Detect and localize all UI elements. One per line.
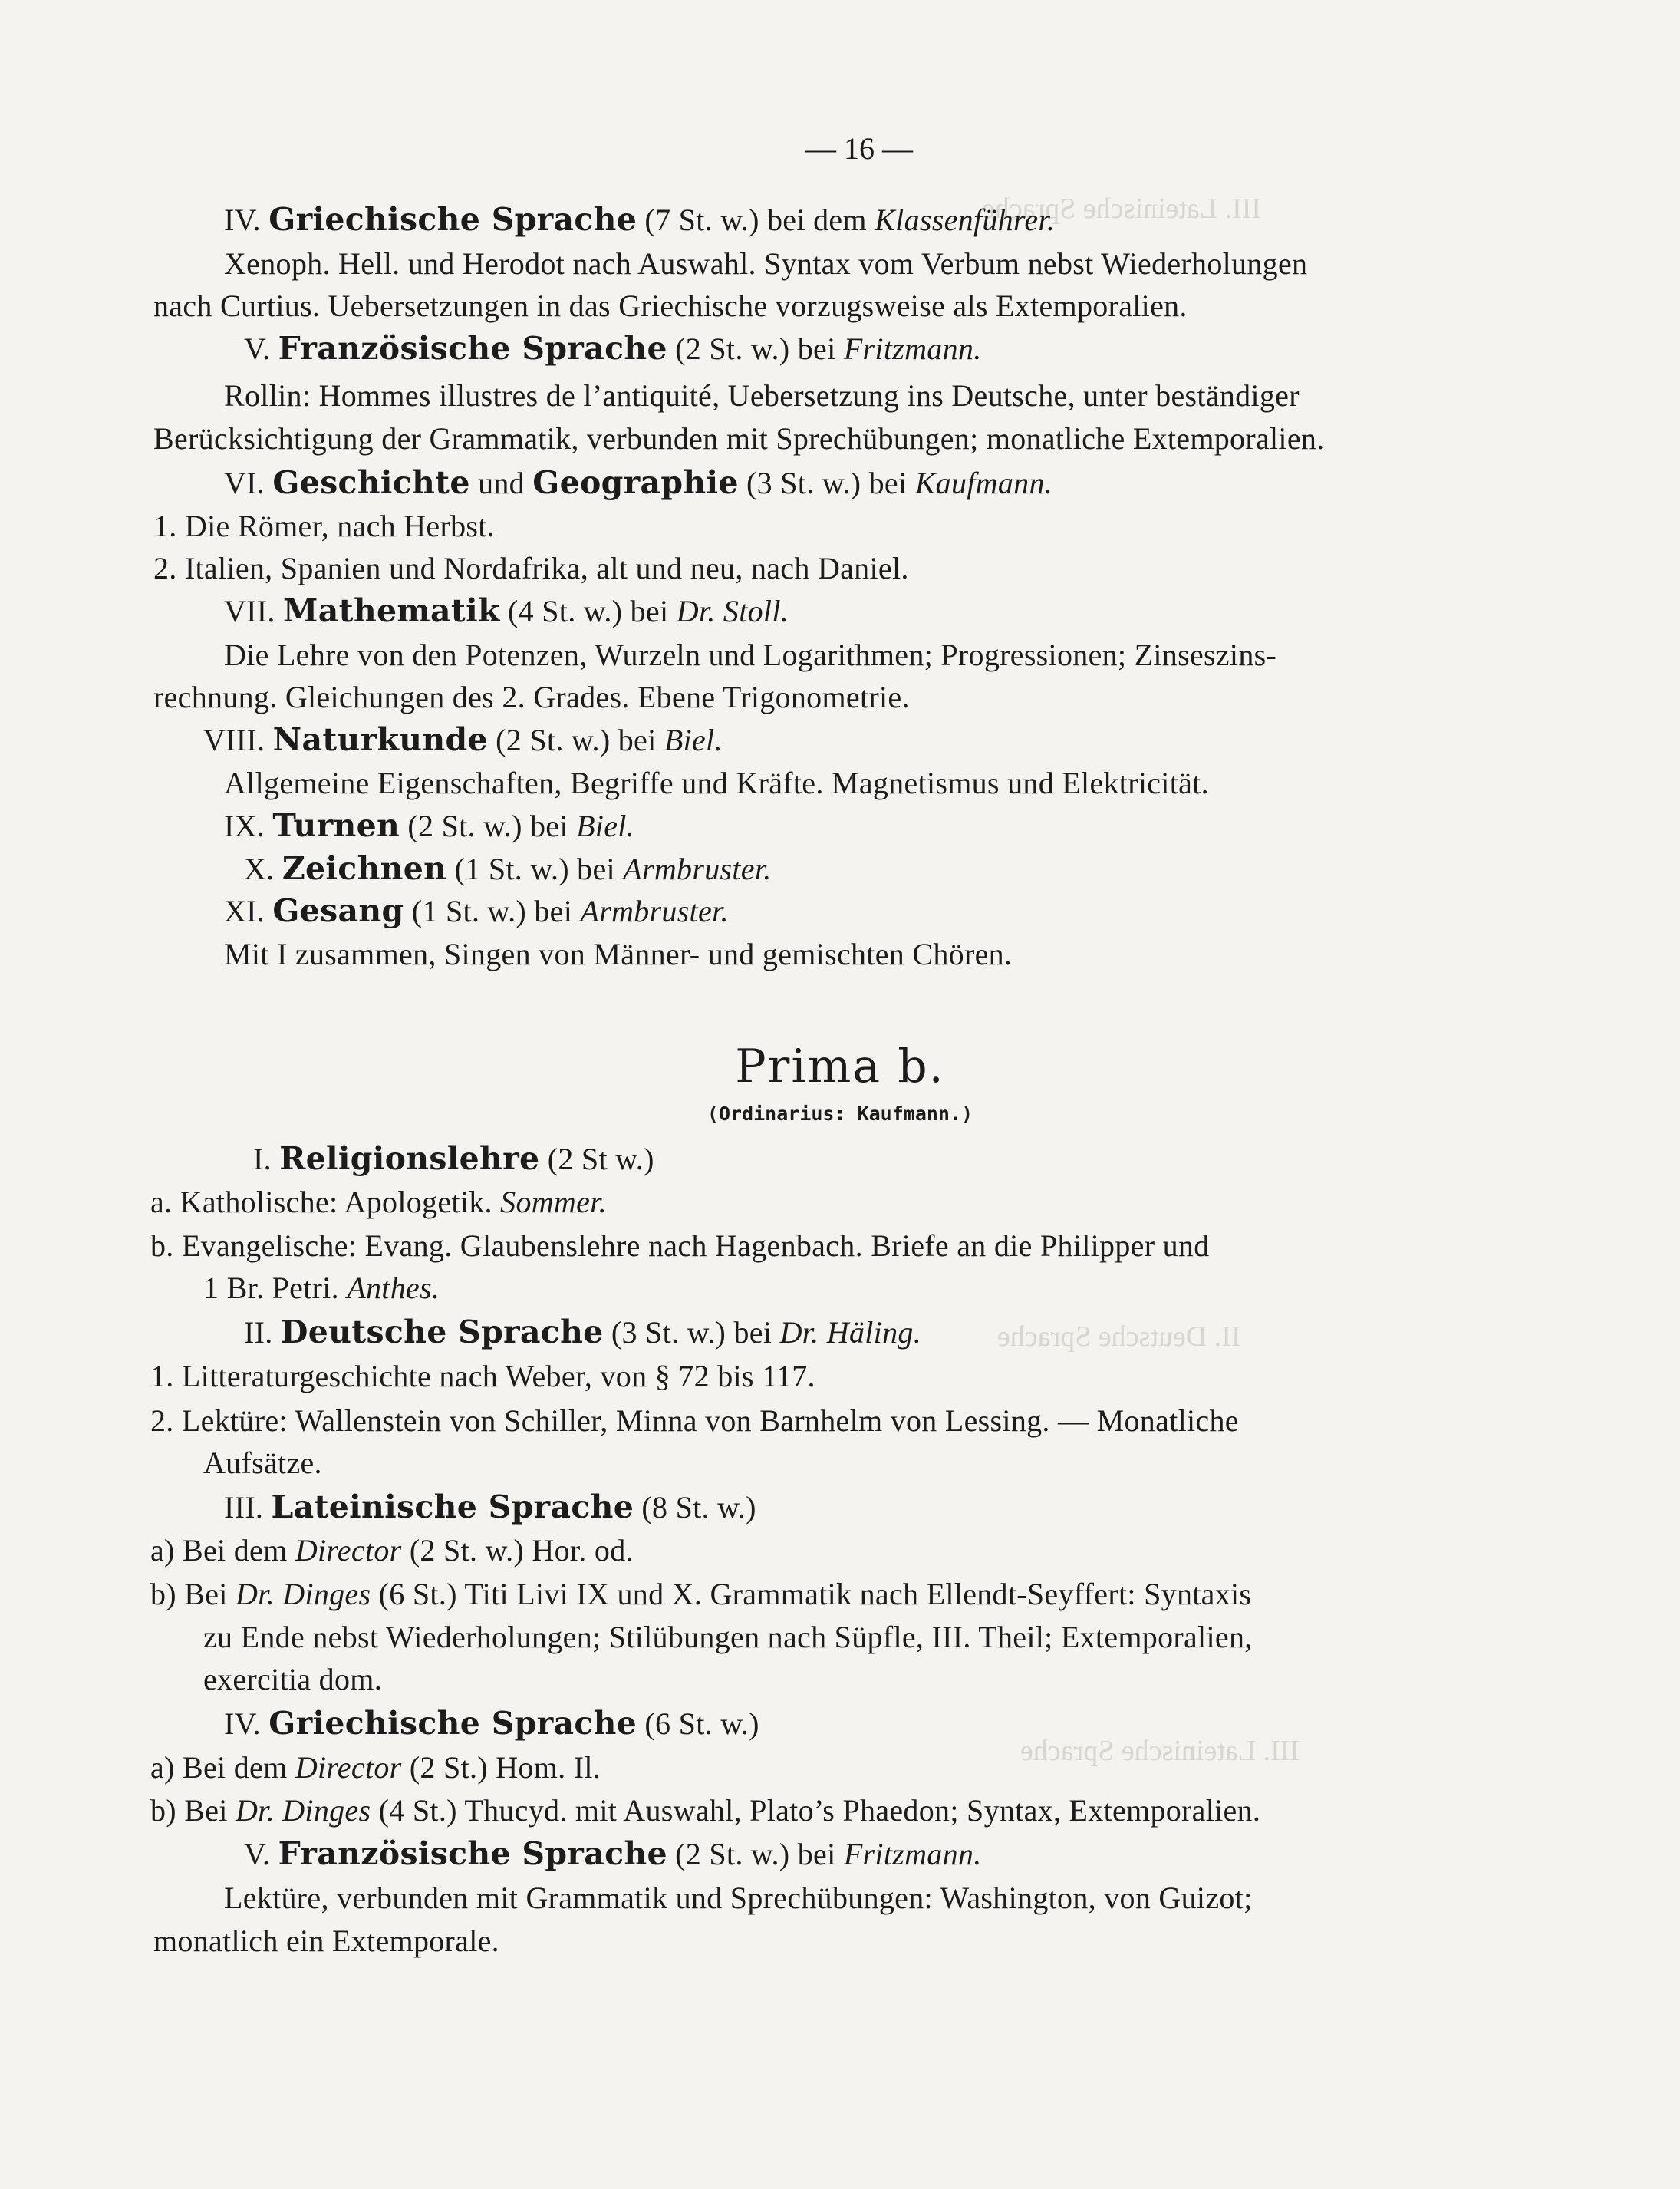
list-item: a) Bei dem Director (2 St.) Hom. Il. (150, 1750, 601, 1785)
section-heading-griechisch-prima: IV. Griechische Sprache (6 St. w.) (224, 1705, 759, 1742)
paragraph-line: Berücksichtigung der Grammatik, verbunden mit Sprechübungen; monatliche Extemporalien. (153, 421, 1325, 456)
list-item: b) Bei Dr. Dinges (4 St.) Thucyd. mit Auswahl, Plato’s Phaedon; Syntax, Extemporalien. (150, 1793, 1261, 1828)
paragraph-line: Xenoph. Hell. und Herodot nach Auswahl. Syntax vom Verbum nebst Wiederholungen (224, 246, 1308, 281)
bleed-through-1: III. Lateinische Sprache (982, 193, 1261, 225)
section-heading-franzoesisch: V. Französische Sprache (2 St. w.) bei Fritzmann. (244, 330, 982, 367)
list-item: a) Bei dem Director (2 St. w.) Hor. od. (150, 1533, 634, 1568)
class-title: Prima b. (735, 1040, 945, 1093)
section-heading-franzoesisch-prima: V. Französische Sprache (2 St. w.) bei Fritzmann. (244, 1835, 982, 1872)
paragraph-line: Die Lehre von den Potenzen, Wurzeln und Logarithmen; Progressionen; Zinseszins- (224, 638, 1277, 672)
paragraph-line: zu Ende nebst Wiederholungen; Stilübungen nach Süpfle, III. Theil; Extemporalien, (203, 1620, 1253, 1654)
paragraph-line: Allgemeine Eigenschaften, Begriffe und Kräfte. Magnetismus und Elektricität. (224, 766, 1209, 800)
paragraph-line: Rollin: Hommes illustres de l’antiquité, Uebersetzung ins Deutsche, unter beständiger (224, 378, 1300, 413)
bleed-through-3: III. Lateinische Sprache (1020, 1735, 1300, 1767)
paragraph-line: Lektüre, verbunden mit Grammatik und Sprechübungen: Washington, von Guizot; (224, 1881, 1253, 1915)
page-number: — 16 — (805, 131, 913, 166)
paragraph-line: monatlich ein Extemporale. (153, 1924, 499, 1958)
paragraph-line: Mit I zusammen, Singen von Männer- und gemischten Chören. (224, 937, 1013, 971)
section-heading-zeichnen: X. Zeichnen (1 St. w.) bei Armbruster. (244, 850, 772, 887)
class-ordinarius: (Ordinarius: Kaufmann.) (707, 1103, 973, 1125)
section-heading-deutsch: II. Deutsche Sprache (3 St. w.) bei Dr. Häling. (244, 1314, 921, 1350)
section-heading-geschichte: VI. Geschichte und Geographie (3 St. w.) bei Kaufmann. (224, 464, 1053, 501)
list-item: 1. Litteraturgeschichte nach Weber, von § 72 bis 117. (150, 1359, 815, 1393)
list-item: a. Katholische: Apologetik. Sommer. (150, 1185, 607, 1219)
section-heading-religion: I. Religionslehre (2 St w.) (253, 1140, 654, 1177)
section-heading-turnen: IX. Turnen (2 St. w.) bei Biel. (224, 807, 634, 844)
paragraph-line: rechnung. Gleichungen des 2. Grades. Ebene Trigonometrie. (153, 680, 910, 714)
bleed-through-2: II. Deutsche Sprache (997, 1320, 1241, 1353)
section-heading-griechisch: IV. Griechische Sprache (7 St. w.) bei dem Klassenführer. (224, 201, 1056, 238)
paragraph-line: Aufsätze. (203, 1446, 322, 1480)
section-heading-naturkunde: VIII. Naturkunde (2 St. w.) bei Biel. (203, 721, 723, 758)
section-heading-mathematik: VII. Mathematik (4 St. w.) bei Dr. Stoll. (224, 592, 789, 629)
list-item: b. Evangelische: Evang. Glaubenslehre nach Hagenbach. Briefe an die Philipper und (150, 1228, 1210, 1263)
section-heading-gesang: XI. Gesang (1 St. w.) bei Armbruster. (224, 892, 729, 929)
paragraph-line: 1 Br. Petri. Anthes. (203, 1271, 440, 1305)
section-heading-latein: III. Lateinische Sprache (8 St. w.) (224, 1488, 756, 1525)
paragraph-line: nach Curtius. Uebersetzungen in das Griechische vorzugsweise als Extemporalien. (153, 288, 1188, 323)
list-item: 2. Lektüre: Wallenstein von Schiller, Minna von Barnhelm von Lessing. — Monatliche (150, 1403, 1239, 1438)
list-item: 2. Italien, Spanien und Nordafrika, alt und neu, nach Daniel. (153, 551, 909, 585)
paragraph-line: exercitia dom. (203, 1662, 382, 1696)
list-item: b) Bei Dr. Dinges (6 St.) Titi Livi IX und X. Grammatik nach Ellendt-Seyffert: Syntaxis (150, 1577, 1252, 1611)
list-item: 1. Die Römer, nach Herbst. (153, 509, 495, 543)
